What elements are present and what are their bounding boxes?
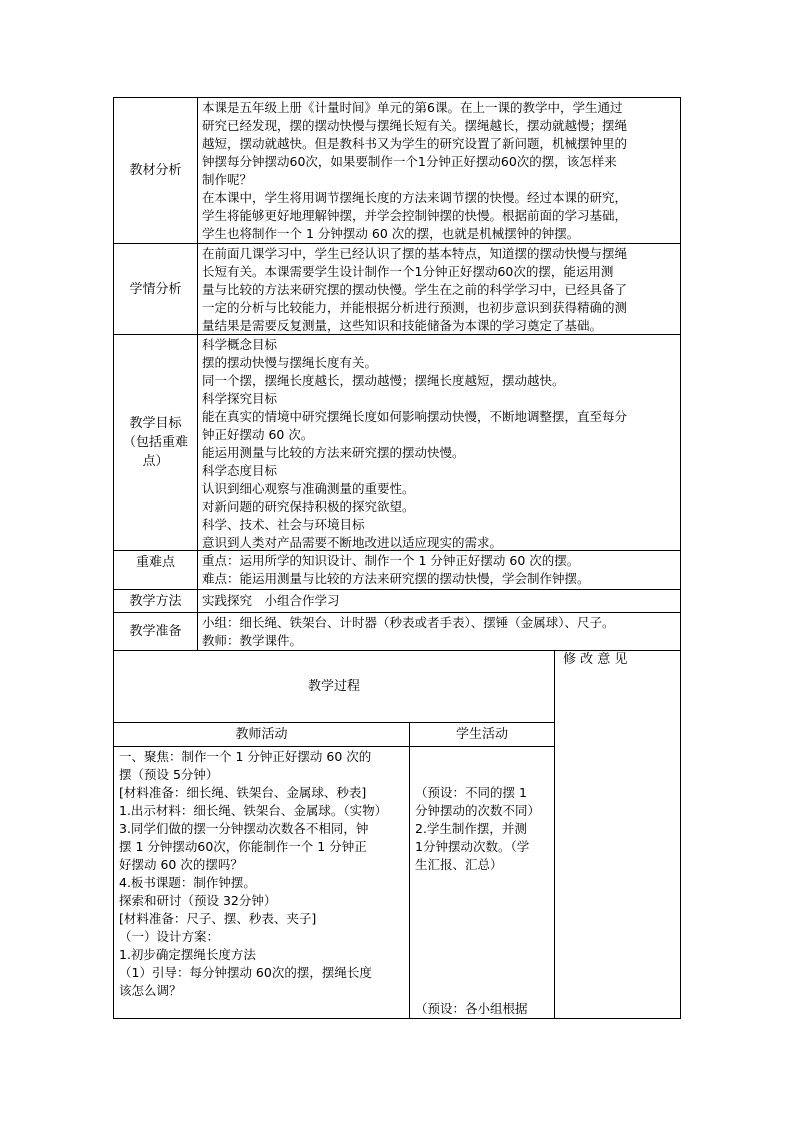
text-line: 3.同学们做的摆一分钟摆动次数各不相同，钟 — [119, 821, 369, 836]
teaching-method-label: 教学方法 — [129, 593, 182, 609]
text-line: 研究已经发现，摆的摆动快慢与摆绳长短有关。摆绳越长，摆动就越慢；摆绳 — [202, 118, 628, 133]
teaching-goals-label: 教学目标（包括重难点） — [122, 416, 188, 469]
student-activity-header: 学生活动 — [455, 727, 508, 742]
text-line: 实践探究 小组合作学习 — [202, 593, 340, 608]
student-activity-continued — [410, 999, 554, 1018]
text-line: 教师：教学课件。 — [202, 633, 303, 648]
goal-heading: 科学、技术、社会与环境目标 — [202, 517, 365, 532]
teacher-activity-header: 教师活动 — [235, 727, 288, 742]
students-analysis-label: 学情分析 — [129, 281, 182, 297]
text-line: 小组：细长绳、铁架台、计时器（秒表或者手表）、摆锤（金属球）、尺子。 — [202, 615, 615, 630]
text-line: 学生将能够更好地理解钟摆，并学会控制钟摆的快慢。根据前面的学习基础， — [202, 208, 628, 223]
text-line: 生汇报、汇总） — [415, 857, 503, 872]
text-line: 能在真实的情境中研究摆绳长度如何影响摆动快慢，不断地调整摆，直至每分 — [202, 409, 628, 424]
text-line: 在前面几课学习中，学生已经认识了摆的基本特点，知道摆的摆动快慢与摆绳 — [202, 246, 628, 261]
text-line: 分钟摆动的次数不同） — [415, 803, 541, 818]
revision-notes-title: 修 改 意 见 — [563, 652, 628, 667]
text-line: 该怎么调？ — [119, 983, 182, 998]
text-line: 长短有关。本课需要学生设计制作一个1分钟正好摆动60次的摆，能运用测 — [202, 264, 614, 279]
goal-heading: 科学探究目标 — [202, 391, 278, 406]
text-line: 4.板书课题：制作钟摆。 — [119, 875, 256, 890]
text-line: 1.出示材料：细长绳、铁架台、金属球。（实物） — [119, 803, 388, 818]
text-line: 认识到细心观察与准确测量的重要性。 — [202, 481, 415, 496]
text-line: 1.初步确定摆绳长度方法 — [119, 947, 256, 962]
text-line: 对新问题的研究保持积极的探究欲望。 — [202, 499, 415, 514]
text-line: （1）引导：每分钟摆动 60次的摆，摆绳长度 — [119, 965, 372, 980]
text-line: 1分钟摆动次数。（学 — [415, 839, 530, 854]
revision-notes-header — [555, 651, 680, 671]
text-line: 能运用测量与比较的方法来研究摆的摆动快慢。 — [202, 445, 465, 460]
process-title: 教学过程 — [307, 679, 360, 694]
goal-heading: 科学态度目标 — [202, 463, 278, 478]
key-points-label: 重难点 — [135, 554, 175, 570]
text-line: [材料准备：细长绳、铁架台、金属球、秒表] — [119, 785, 367, 800]
text-line: 摆的摆动快慢与摆绳长度有关。 — [202, 355, 378, 370]
teaching-goals-content — [198, 335, 680, 550]
text-line: 制作呢？ — [202, 172, 253, 187]
text-line: 越短，摆动就越快。但是教科书又为学生的研究设置了新问题，机械摆钟里的 — [202, 136, 628, 151]
text-line: 重点：运用所学的知识设计、制作一个 1 分钟正好摆动 60 次的摆。 — [202, 553, 580, 568]
text-line: （预设：不同的摆 1 — [415, 785, 527, 800]
key-points-content — [198, 551, 680, 589]
text-line: 同一个摆，摆绳长度越长，摆动越慢；摆绳长度越短，摆动越快。 — [202, 373, 565, 388]
teacher-activity-content — [114, 747, 409, 1018]
text-line: 钟正好摆动 60 次。 — [202, 427, 314, 442]
materials-analysis-label: 教材分析 — [129, 163, 182, 178]
text-line: 本课是五年级上册《计量时间》单元的第6课。在上一课的教学中，学生通过 — [202, 100, 623, 115]
text-line: 摆（预设 5分钟） — [119, 767, 219, 782]
teaching-method-content — [198, 590, 680, 612]
student-activity-content — [410, 783, 554, 883]
text-line: 难点：能运用测量与比较的方法来研究摆的摆动快慢，学会制作钟摆。 — [202, 571, 590, 586]
text-line: 学生也将制作一个 1 分钟摆动 60 次的摆，也就是机械摆钟的钟摆。 — [202, 226, 580, 241]
text-line: 好摆动 60 次的摆吗？ — [119, 857, 243, 872]
text-line: 量与比较的方法来研究摆的摆动快慢。学生在之前的科学学习中，已经具备了 — [202, 282, 628, 297]
text-line: 一定的分析与比较能力，并能根据分析进行预测，也初步意识到获得精确的测 — [202, 300, 628, 315]
text-line: 意识到人类对产品需要不断地改进以适应现实的需求。 — [202, 535, 503, 550]
text-line: [材料准备：尺子、摆、秒表、夹子] — [119, 911, 317, 926]
text-line: 2.学生制作摆，并测 — [415, 821, 527, 836]
text-line: 一、聚焦：制作一个 1 分钟正好摆动 60 次的 — [119, 749, 372, 764]
text-line: 钟摆每分钟摆动60次，如果要制作一个1分钟正好摆动60次的摆，该怎样来 — [202, 154, 617, 169]
teaching-prep-label: 教学准备 — [129, 624, 182, 639]
goal-heading: 科学概念目标 — [202, 337, 278, 352]
text-line: 摆 1 分钟摆动60次，你能制作一个 1 分钟正 — [119, 839, 367, 854]
text-line: 在本课中，学生将用调节摆绳长度的方法来调节摆的快慢。经过本课的研究， — [202, 190, 628, 205]
text-line: 探索和研讨（预设 32分钟） — [119, 893, 277, 908]
students-analysis-content — [198, 244, 680, 334]
text-line: （预设：各小组根据 — [415, 1001, 528, 1016]
teaching-prep-content — [198, 613, 680, 650]
materials-analysis-content — [198, 98, 680, 243]
text-line: （一）设计方案： — [119, 929, 220, 944]
text-line: 量结果是需要反复测量，这些知识和技能储备为本课的学习奠定了基础。 — [202, 318, 603, 333]
